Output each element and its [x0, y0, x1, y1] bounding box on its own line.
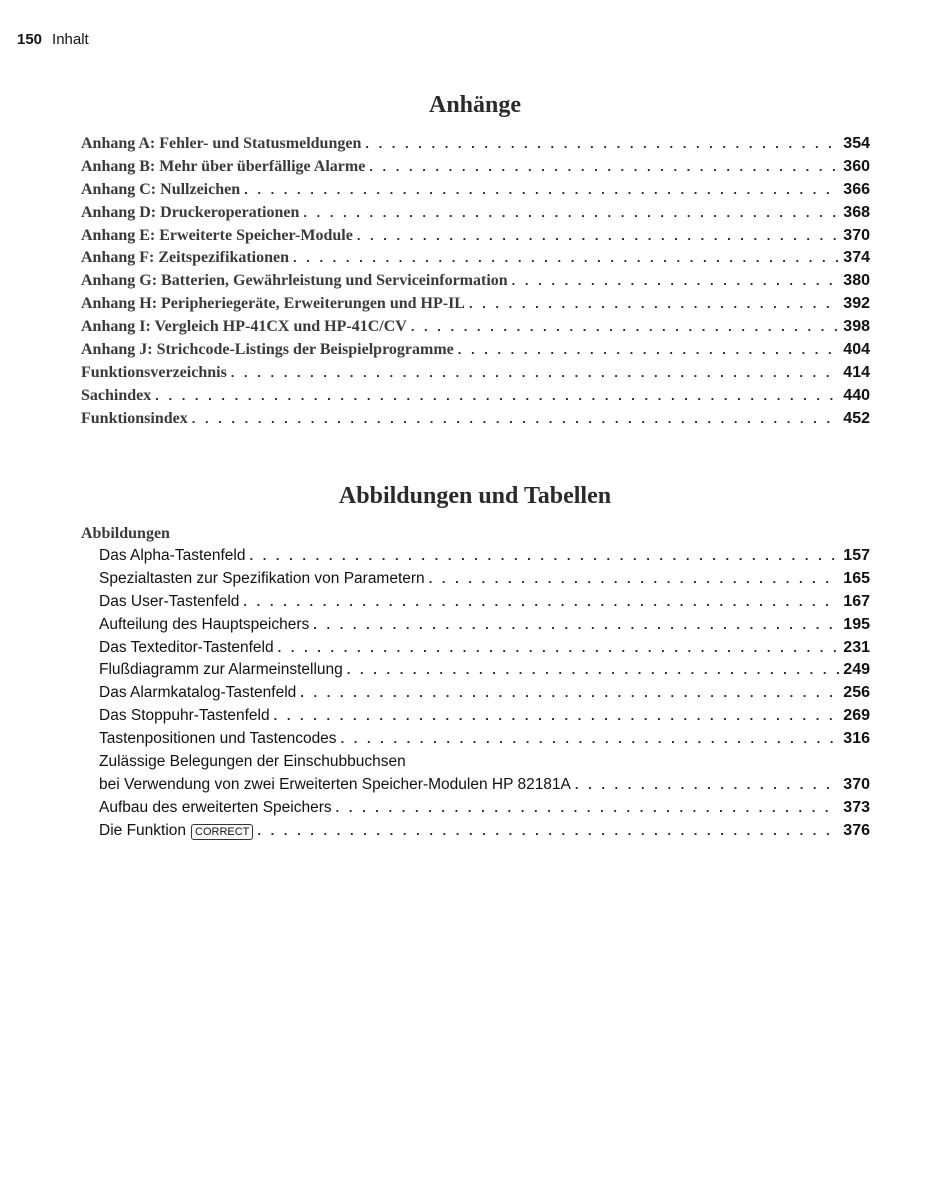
figures-list	[81, 525, 870, 845]
dot-leader	[512, 273, 840, 288]
dot-leader	[278, 640, 840, 655]
toc-entry-page: 354	[843, 135, 870, 152]
toc-entry[interactable]	[81, 730, 870, 753]
toc-entry[interactable]	[81, 661, 870, 684]
toc-entry-title: Spezialtasten zur Spezifikation von Parametern	[99, 569, 425, 587]
dot-leader	[365, 136, 839, 151]
dot-leader	[249, 548, 839, 563]
toc-entry[interactable]	[81, 410, 870, 433]
dot-leader	[155, 388, 839, 403]
toc-entry[interactable]	[81, 799, 870, 822]
figures-title: Abbildungen und Tabellen	[338, 483, 612, 509]
toc-entry-title: Anhang G: Batterien, Gewährleistung und Serviceinformation	[81, 272, 508, 290]
toc-entry-title: Anhang A: Fehler- und Statusmeldungen	[81, 135, 362, 152]
toc-entry-title: Das Stoppuhr-Tastenfeld	[99, 707, 270, 725]
section-label: Inhalt	[52, 31, 89, 48]
toc-entry[interactable]	[81, 684, 870, 707]
toc-entry-page: 269	[843, 707, 870, 725]
toc-entry[interactable]	[81, 570, 870, 593]
dot-leader	[231, 365, 840, 380]
toc-entry-page: 414	[843, 363, 870, 381]
toc-entry-title: Aufteilung des Hauptspeichers	[99, 615, 310, 633]
toc-entry-page: 398	[843, 318, 870, 336]
toc-entry-title: Anhang B: Mehr über überfällige Alarme	[81, 157, 366, 175]
toc-entry-title: Das Texteditor-Tastenfeld	[99, 638, 274, 656]
toc-entry[interactable]	[81, 707, 870, 730]
toc-entry[interactable]	[81, 341, 870, 364]
toc-entry-page: 370	[843, 226, 870, 244]
toc-entry-title: Anhang J: Strichcode-Listings der Beispielprogramme	[81, 341, 454, 359]
toc-entry-title: Anhang E: Erweiterte Speicher-Module	[81, 226, 353, 244]
dot-leader	[274, 708, 840, 723]
toc-entry[interactable]	[81, 272, 870, 295]
toc-entry[interactable]	[81, 616, 870, 639]
dot-leader	[293, 250, 839, 265]
toc-entry-page: 452	[843, 409, 870, 427]
toc-entry-title: Funktionsverzeichnis	[81, 363, 227, 381]
toc-entry-page: 366	[843, 180, 870, 198]
toc-entry-page: 157	[843, 547, 870, 564]
appendices-title: Anhänge	[428, 92, 522, 118]
toc-entry[interactable]	[81, 204, 870, 227]
dot-leader	[313, 617, 839, 632]
toc-entry-page: 376	[843, 821, 870, 839]
toc-entry[interactable]	[81, 822, 870, 845]
toc-entry-title: Anhang H: Peripheriegeräte, Erweiterungen und HP-IL	[81, 295, 465, 313]
toc-entry[interactable]	[81, 158, 870, 181]
toc-entry-page: 380	[843, 272, 870, 290]
toc-entry-page: 316	[843, 730, 870, 748]
dot-leader	[303, 205, 839, 220]
toc-entry-page: 368	[843, 203, 870, 221]
toc-entry-title: Anhang D: Druckeroperationen	[81, 203, 300, 221]
toc-entry-title: Das User-Tastenfeld	[99, 592, 240, 610]
dot-leader	[469, 296, 839, 311]
toc-entry-page: 360	[843, 157, 870, 175]
dot-leader	[341, 731, 840, 746]
toc-entry-page: 404	[843, 341, 870, 359]
toc-entry-title: Das Alarmkatalog-Tastenfeld	[99, 684, 297, 702]
toc-entry[interactable]	[81, 364, 870, 387]
dot-leader	[369, 159, 839, 174]
toc-entry[interactable]	[81, 547, 870, 570]
toc-entry-title: bei Verwendung von zwei Erweiterten Speicher-Modulen HP 82181A	[99, 775, 571, 793]
dot-leader	[243, 594, 839, 609]
toc-entry-page: 165	[843, 569, 870, 587]
toc-entry[interactable]	[81, 593, 870, 616]
toc-entry[interactable]	[81, 135, 870, 158]
toc-entry[interactable]	[81, 227, 870, 250]
toc-entry-title: Anhang C: Nullzeichen	[81, 180, 241, 198]
toc-entry-title: Anhang F: Zeitspezifikationen	[81, 249, 290, 267]
toc-entry[interactable]	[81, 181, 870, 204]
toc-entry[interactable]	[81, 639, 870, 662]
dot-leader	[575, 777, 839, 792]
figures-subheading: Abbildungen	[81, 525, 170, 542]
toc-entry-title: Zulässige Belegungen der Einschubbuchsen	[99, 753, 406, 771]
toc-entry-title: Aufbau des erweiterten Speichers	[99, 798, 332, 816]
dot-leader	[257, 823, 839, 838]
dot-leader	[336, 800, 840, 815]
dot-leader	[192, 411, 840, 426]
toc-entry-title: Anhang I: Vergleich HP-41CX und HP-41C/CV	[81, 318, 407, 336]
dot-leader	[244, 182, 839, 197]
toc-entry-title: Funktionsindex	[81, 409, 188, 427]
toc-entry-page: 256	[843, 684, 870, 702]
toc-entry[interactable]	[81, 776, 870, 799]
dot-leader	[347, 662, 840, 677]
dot-leader	[429, 571, 840, 586]
dot-leader	[300, 685, 839, 700]
appendices-list	[81, 135, 870, 433]
toc-entry-title: Sachindex	[81, 386, 152, 404]
toc-entry-page: 440	[843, 386, 870, 404]
toc-entry-title: Tastenpositionen und Tastencodes	[99, 730, 337, 748]
page-number: 150	[17, 31, 43, 48]
correct-key-icon: CORRECT	[191, 824, 253, 840]
dot-leader	[411, 319, 839, 334]
toc-entry-page: 392	[843, 295, 870, 313]
dot-leader	[357, 228, 839, 243]
toc-entry-page: 167	[843, 592, 870, 610]
dot-leader	[458, 342, 840, 357]
toc-entry-page: 373	[843, 798, 870, 816]
toc-entry[interactable]	[81, 295, 870, 318]
toc-entry-page: 195	[843, 615, 870, 633]
toc-entry-title: Das Alpha-Tastenfeld	[99, 547, 246, 564]
toc-entry-title: Flußdiagramm zur Alarmeinstellung	[99, 661, 343, 679]
page-header	[17, 31, 89, 48]
toc-entry-page: 231	[843, 638, 870, 656]
toc-entry-title: Die Funktion	[99, 821, 187, 839]
toc-entry[interactable]	[81, 249, 870, 272]
toc-entry-page: 249	[843, 661, 870, 679]
toc-entry-line1[interactable]	[81, 753, 870, 776]
toc-entry[interactable]	[81, 318, 870, 341]
toc-entry-page: 374	[843, 249, 870, 267]
toc-entry-page: 370	[843, 775, 870, 793]
toc-entry[interactable]	[81, 387, 870, 410]
